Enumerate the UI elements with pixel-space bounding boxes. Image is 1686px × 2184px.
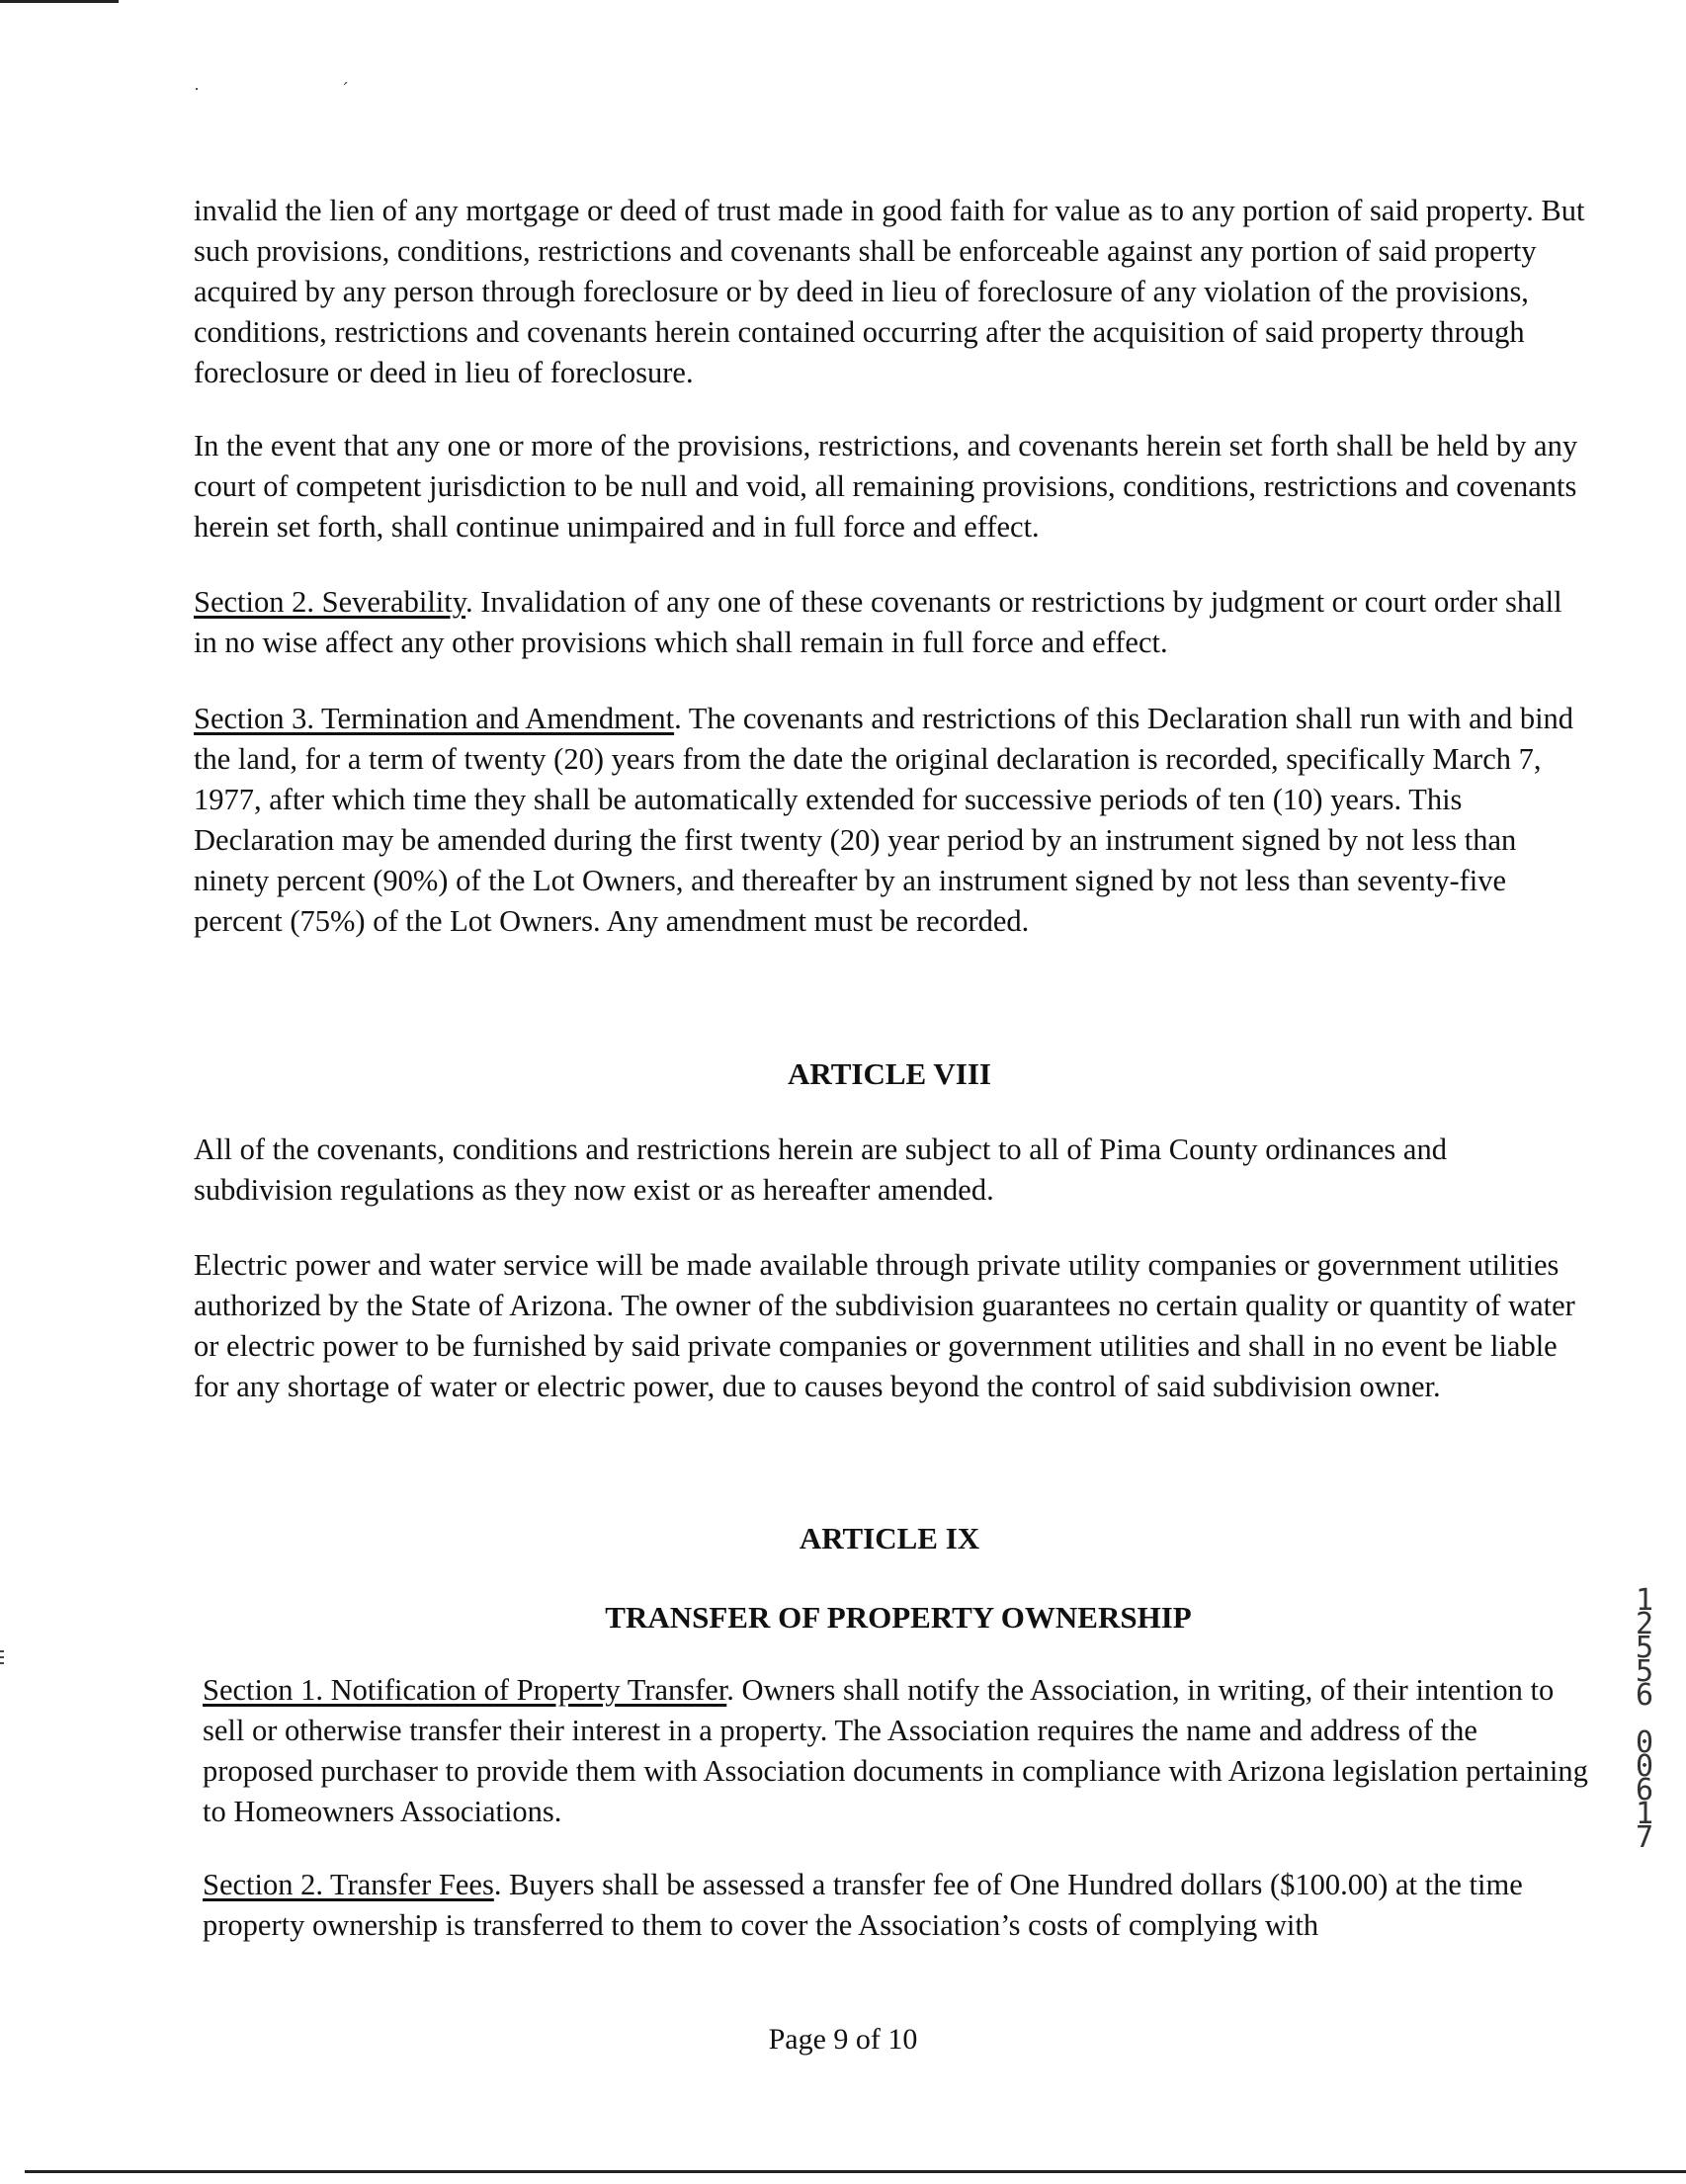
scan-tick bbox=[0, 1662, 4, 1664]
paragraph-invalid-provisions: In the event that any one or more of the provisions, restrictions, and covenants herein set forth shall be held by any court of competent jurisdiction to be null and void, all remaining provisions, conditions, restrictions and covenants herein set forth, shall continue unimpaired and in full force and effect. bbox=[194, 429, 1578, 544]
page-number: Page 9 of 10 bbox=[768, 2023, 918, 2056]
paragraph-lien: invalid the lien of any mortgage or deed of trust made in good faith for value as to any portion of said property. But such provisions, conditions, restrictions and covenants shall be enforceable against any portion of said property acquired by any person through foreclosure or by deed in lieu of foreclosure of any violation of the provisions, conditions, restrictions and covenants herein contained occurring after the acquisition of said property through foreclosure or deed in lieu of foreclosure. bbox=[194, 194, 1585, 389]
section-heading: Section 3. Termination and Amendment bbox=[194, 702, 675, 735]
section-heading: Section 1. Notification of Property Transfer bbox=[203, 1673, 727, 1707]
section-text: . Owners shall notify the Association, in writing, of their intention to sell or otherwise transfer their interest in a property. The Association requires the name and address of the proposed purchaser to provide them with Association documents in compliance with Arizona legislation pertaining to Homeowners Associations. bbox=[203, 1673, 1588, 1828]
paragraph-pima-county: All of the covenants, conditions and restrictions herein are subject to all of Pima County ordinances and subdivision regulations as they now exist or as hereafter amended. bbox=[194, 1133, 1447, 1207]
section-text: . Invalidation of any one of these covenants or restrictions by judgment or court order shall in no wise affect any other provisions which shall remain in full force and effect. bbox=[194, 585, 1562, 659]
paragraph-transfer-fees bbox=[203, 1865, 1594, 1946]
paragraph-severability bbox=[194, 582, 1585, 663]
article-ix-heading: ARTICLE IX bbox=[799, 1521, 980, 1555]
transfer-title: TRANSFER OF PROPERTY OWNERSHIP bbox=[605, 1600, 1192, 1635]
paragraph-notification bbox=[203, 1670, 1594, 1832]
scan-border-top bbox=[0, 0, 119, 3]
section-text: . The covenants and restrictions of this Declaration shall run with and bind the land, for a term of twenty (20) years from the date the original declaration is recorded, specifically March 7, 1977, after which time they shall be automatically extended for successive periods of ten (10) years. This Declaration may be amended during the first twenty (20) year period by an instrument signed by not less than ninety percent (90%) of the Lot Owners, and thereafter by an instrument signed by not less than seventy-five percent (75%) of the Lot Owners. Any amendment must be recorded. bbox=[194, 702, 1574, 938]
paragraph-utilities: Electric power and water service will be made available through private utility companies or government utilities authorized by the State of Arizona. The owner of the subdivision guarantees no certain quality or quantity of water or electric power to be furnished by said private companies or government utilities and shall in no event be liable for any shortage of water or electric power, due to causes beyond the control of said subdivision owner. bbox=[194, 1248, 1575, 1403]
section-text: . Buyers shall be assessed a transfer fee of One Hundred dollars ($100.00) at the time property ownership is transferred to them to cover the Association’s costs of complying with bbox=[203, 1868, 1523, 1942]
scan-specks: · ˊ bbox=[194, 79, 418, 99]
recording-stamp: 1 2 5 5 6 0 0 6 1 7 bbox=[1635, 1583, 1654, 1855]
section-heading: Section 2. Severability bbox=[194, 585, 466, 619]
scan-tick bbox=[0, 1656, 4, 1658]
scan-tick bbox=[0, 1650, 4, 1652]
paragraph-termination bbox=[194, 699, 1585, 942]
article-viii-heading: ARTICLE VIII bbox=[788, 1056, 991, 1091]
scan-border-bottom bbox=[25, 2170, 1686, 2173]
section-heading: Section 2. Transfer Fees bbox=[203, 1868, 494, 1901]
